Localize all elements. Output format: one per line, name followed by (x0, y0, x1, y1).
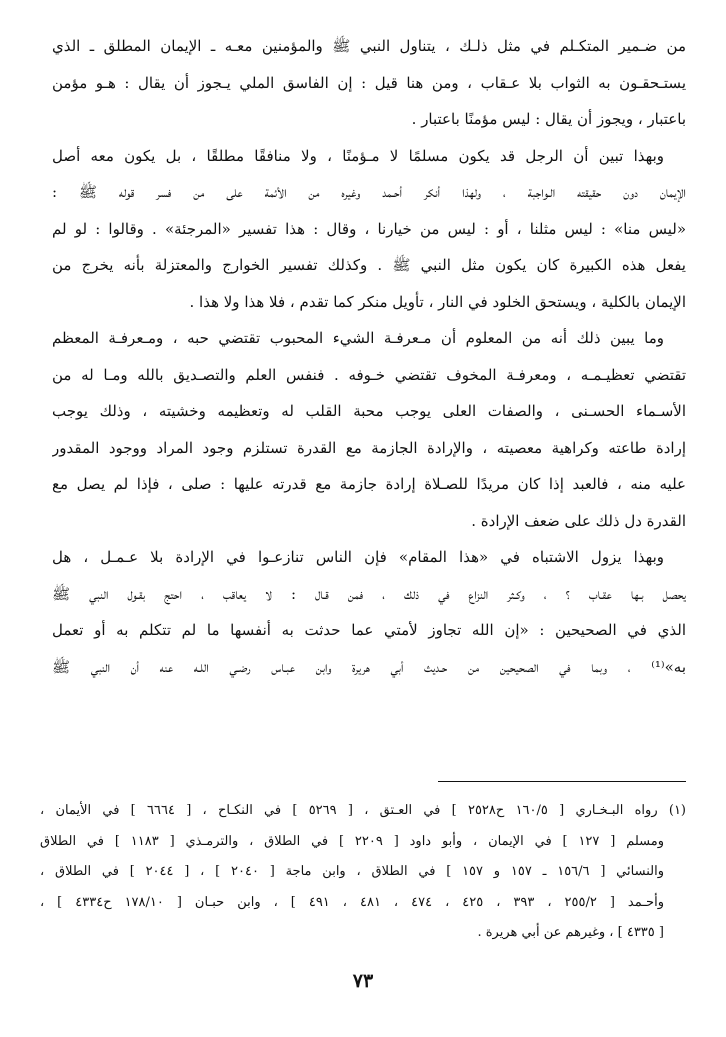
footnote-line: [ ٤٣٣٥ ] ، وغيرهم عن أبي هريرة . (477, 925, 664, 940)
text-line: تقتضي تعظيـمـه ، ومعرفـة المخوف تقتضي خـوفه . فنفس العلم والتصـديق بالله ومـا له من (52, 365, 686, 384)
text-line: يحصل بـها عقـاب ؟ ، وكـثر النزاع في ذلك ، فمن قـال : لا يعاقب ، احتج بقـول النبي ﷺ (52, 584, 686, 603)
text-line: وبهذا تبين أن الرجل قد يكون مسلمًا لا مـؤمنًا ، ولا منافقًا مطلقًا ، بل يكون معه أصل (52, 146, 664, 165)
text-line: «ليس منا» : ليس مثلنا ، أو : ليس من خيارنا ، وقال : هذا تفسير «المرجئة» . وقالوا : لو لم (52, 219, 686, 238)
main-text (52, 28, 686, 685)
footnote-line: والنسائي [ ١٥٦/٦ ـ ١٥٧ و ١٥٧ ] في الطلاق ، وابن ماجة [ ٢٠٤٠ ] ، [ ٢٠٤٤ ] في الطلاق ، (40, 864, 664, 879)
text-line: الذي في الصحيحين : «إن الله تجاوز لأمتي عما حدثت به أنفسها ما لم تتكلم به أو تعمل (52, 621, 686, 639)
text-line: يفعل هذه الكبيرة كان يكون مثل النبي ﷺ . وكذلك تفسير الخوارج والمعتزلة بأنه يخرج من (52, 256, 686, 274)
footnote-line: وأحـمد [ ٢٥٥/٢ ، ٣٩٣ ، ٤٢٥ ، ٤٧٤ ، ٤٨١ ، ٤٩١ ] ، وابن حبـان [ ١٧٨/١٠ ح٤٣٣٤ ] ، (40, 894, 664, 910)
text-line: وبهذا يزول الاشتباه في «هذا المقام» فإن الناس تنازعـوا في الإرادة بلا عـمـل ، هل (52, 548, 664, 566)
footnote-line: ومسلم [ ١٢٧ ] في الإيمان ، وأبو داود [ ٢٢٠٩ ] في الطلاق ، والترمـذي [ ١١٨٣ ] في الطلاق (40, 833, 664, 849)
footnote-line: (١) رواه البـخـاري [ ١٦٠/٥ ح٢٥٢٨ ] في العـتق ، [ ٥٢٦٩ ] في النكـاح ، [ ٦٦٦٤ ] في الأيمان ، (40, 803, 686, 818)
text-line: يستـحقـون به الثواب بلا عـقاب ، ومن هنا قيل : إن الفاسق الملي يـجوز أن يقال : هـو مؤمن (52, 73, 686, 92)
footnote-divider (438, 781, 686, 782)
text-line: باعتبار ، ويجوز أن يقال : ليس مؤمنًا باعتبار . (411, 110, 686, 128)
text-line: القدرة دل ذلك على ضعف الإرادة . (471, 511, 686, 530)
page-number: ٧٣ (352, 970, 374, 992)
text-line: وما يبين ذلك أنه من المعلوم أن مـعرفـة الشيء المحبوب تقتضي حبه ، ومـعرفـة المعظم (52, 329, 664, 347)
text-line: الإيمان بالكلية ، ويستحق الخلود في النار ، تأويل منكر كما تقدم ، فلا هذا ولا هذا . (189, 292, 686, 311)
text-line: عليه منه ، فالعبد إذا كان مريدًا للصـلاة إرادة جازمة مع قدرته عليها : صلى ، فإذا لم يصل مع (52, 475, 686, 493)
footnotes (40, 796, 686, 949)
text-line: به»⁽¹⁾ ، وبما في الصحيحين من حـديث أبي هريرة وابن عبـاس رضـي اللـه عنه أن النبي ﷺ (52, 657, 686, 676)
text-line: إرادة طاعته وكراهية معصيته ، والإرادة الجازمة مع القدرة تستلزم وجود المراد ووجود المقدور (52, 438, 686, 457)
text-line: الإيمان دون حقيقته الـواجبة ، ولهذا أنكر أحـمد وغيره من الأئمة على من فسر قوله ﷺ : (52, 183, 686, 201)
text-line: الأسـماء الحسـنى ، والصفات العلى يوجب محبة القلب له وتعظيمه وخشيته ، وذلك يوجب (52, 402, 686, 420)
text-line: من ضـمير المتكـلم في مثل ذلـك ، يتناول النبي ﷺ والمؤمنين معـه ـ الإيمان المطلق ـ الذي (52, 37, 686, 55)
